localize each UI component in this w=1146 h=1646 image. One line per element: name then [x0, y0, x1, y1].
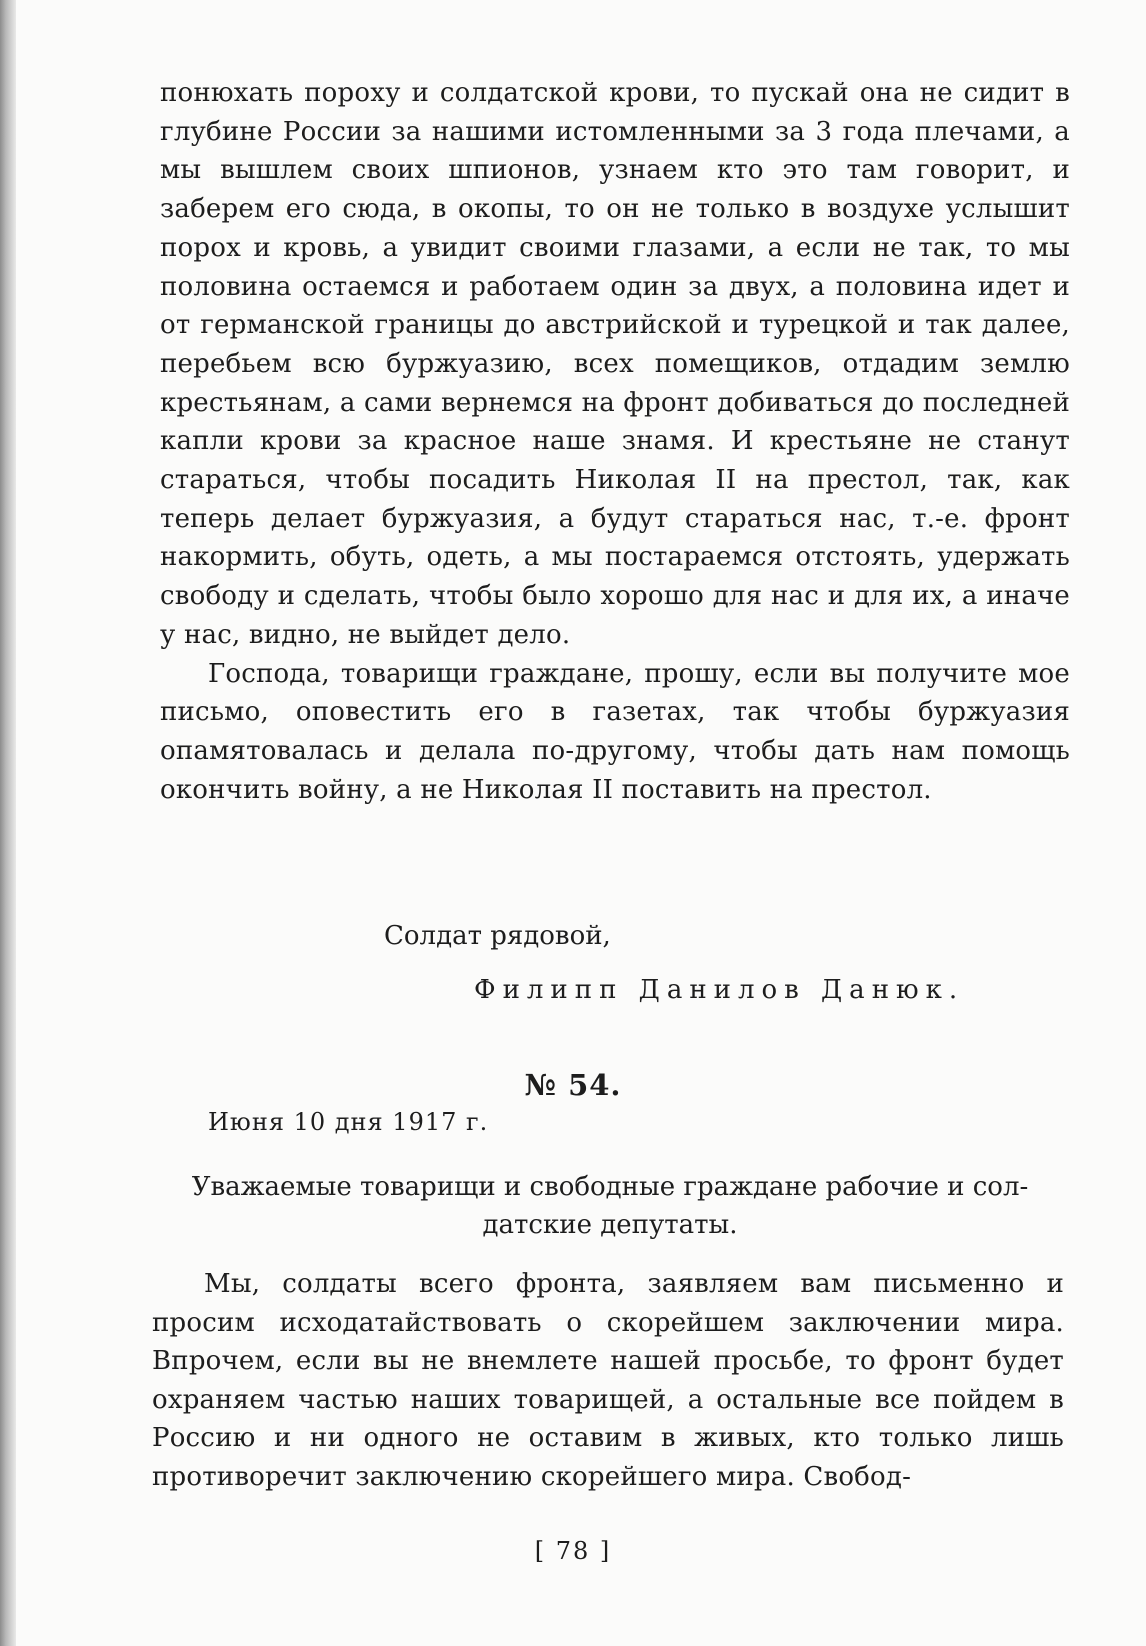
- document-body: [152, 1265, 1064, 1497]
- document-paragraph-1: Мы, солдаты всего фронта, заявляем вам письменно и просим исходатайствовать о скорейшем заключении мира. Впрочем, если вы не внемлете нашей просьбе, то фронт будет охраняем частью наших товарищей, а остальные все пойдем в Россию и ни одного не оставим в живых, кто только лишь противоречит заключению скорейшего мира. Свобод-: [152, 1269, 1064, 1492]
- page-number: [ 78 ]: [534, 1537, 612, 1565]
- scan-edge-shadow: [0, 0, 16, 1646]
- signature-name: Филипп Данилов Данюк.: [474, 975, 965, 1005]
- signature-block: [384, 917, 965, 1005]
- signature-rank: Солдат рядовой,: [384, 921, 611, 951]
- letter-paragraph-1: понюхать пороху и солдатской крови, то пускай она не сидит в глубине России за нашими истомленными за 3 года плечами, а мы вышлем своих шпионов, узнаем кто это там говорит, и заберем его сюда, в окопы, то он не только в воздухе услышит порох и кровь, а увидит своими глазами, а если не так, то мы половина остаемся и работаем один за двух, а половина идет и от германской границы до австрийской и турецкой и так далее, перебьем всю буржуазию, всех помещиков, отдадим землю крестьянам, а сами вернемся на фронт добиваться до последней капли крови за красное наше знамя. И крестьяне не станут стараться, чтобы посадить Николая II на престол, так, как теперь делает буржуазия, а будут стараться нас, т.-е. фронт накормить, обуть, одеть, а мы постараемся отстоять, удержать свободу и сделать, чтобы было хорошо для нас и для их, а иначе у нас, видно, не выйдет дело.: [160, 78, 1070, 650]
- document-date: Июня 10 дня 1917 г.: [208, 1108, 489, 1136]
- document-number: № 54.: [524, 1068, 622, 1102]
- letter-paragraph-2: Господа, товарищи граждане, прошу, если вы получите мое письмо, оповестить его в газетах, так чтобы буржуазия опамятовалась и делала по-другому, чтобы дать нам помощь окончить войну, а не Николая II поставить на престол.: [160, 658, 1070, 805]
- letter-continuation: [160, 74, 1070, 809]
- document-address: Уважаемые товарищи и свободные граждане рабочие и солдатские депутаты.: [191, 1172, 1029, 1240]
